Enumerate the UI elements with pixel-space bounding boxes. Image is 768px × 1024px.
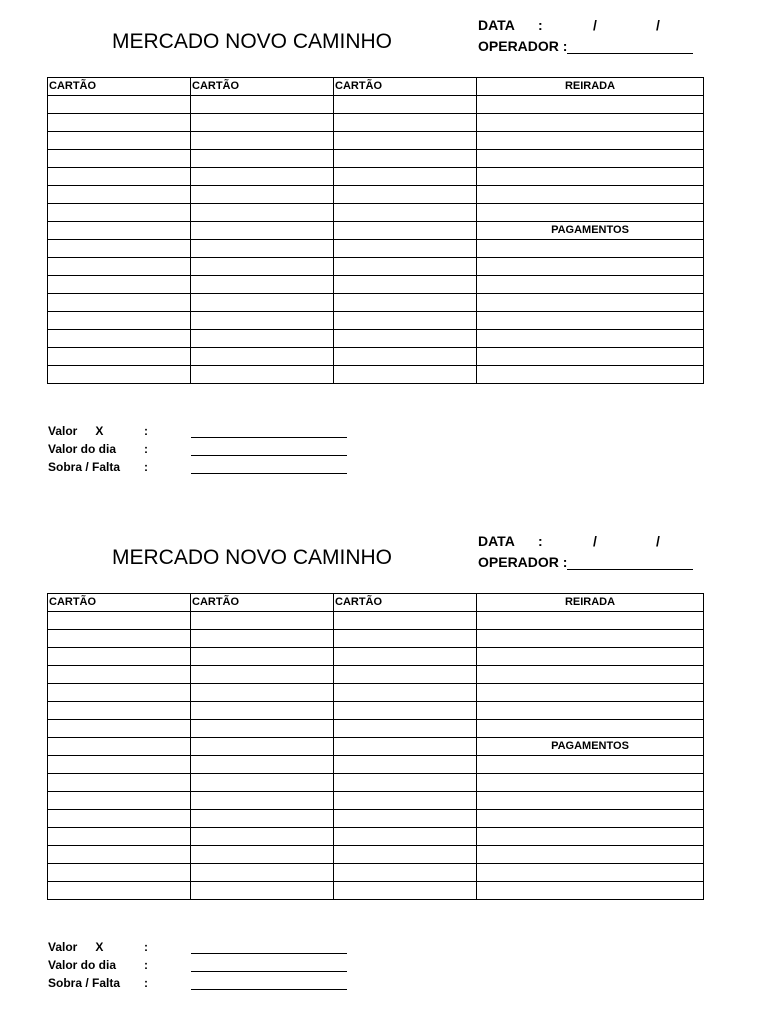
table-row bbox=[48, 294, 704, 312]
table-row bbox=[48, 150, 704, 168]
date-separator: / bbox=[593, 17, 597, 33]
card-entry-cell[interactable] bbox=[191, 738, 334, 756]
card-entry-cell[interactable] bbox=[48, 666, 191, 684]
card-entry-cell[interactable] bbox=[48, 720, 191, 738]
withdrawal-entry-cell[interactable] bbox=[477, 366, 704, 384]
table-row bbox=[48, 114, 704, 132]
table-row bbox=[48, 204, 704, 222]
summary-blank-line[interactable] bbox=[191, 971, 347, 972]
store-title: MERCADO NOVO CAMINHO bbox=[112, 30, 393, 53]
table-row bbox=[48, 720, 704, 738]
card-entry-cell[interactable] bbox=[191, 846, 334, 864]
withdrawal-entry-cell[interactable] bbox=[477, 186, 704, 204]
cash-register-form-2 bbox=[0, 516, 768, 1016]
card-entry-cell[interactable] bbox=[334, 222, 477, 240]
operator-label: OPERADOR : bbox=[478, 554, 568, 570]
summary-blank-line[interactable] bbox=[191, 455, 347, 456]
table-row bbox=[48, 348, 704, 366]
withdrawal-entry-cell[interactable] bbox=[477, 348, 704, 366]
column-header-withdrawal: REIRADA bbox=[477, 594, 704, 612]
card-entry-cell[interactable] bbox=[191, 882, 334, 900]
card-entry-cell[interactable] bbox=[191, 702, 334, 720]
card-entry-cell[interactable] bbox=[48, 648, 191, 666]
withdrawal-entry-cell[interactable] bbox=[477, 648, 704, 666]
card-entry-cell[interactable] bbox=[48, 258, 191, 276]
summary-label: Valor do dia bbox=[48, 958, 117, 972]
card-entry-cell[interactable] bbox=[334, 756, 477, 774]
card-entry-cell[interactable] bbox=[334, 348, 477, 366]
card-entry-cell[interactable] bbox=[48, 792, 191, 810]
card-entry-cell[interactable] bbox=[48, 186, 191, 204]
card-entry-cell[interactable] bbox=[48, 612, 191, 630]
card-entry-cell[interactable] bbox=[191, 150, 334, 168]
column-header-card: CARTÃO bbox=[191, 78, 334, 96]
summary-colon: : bbox=[144, 424, 148, 438]
summary-block bbox=[48, 424, 368, 478]
card-entry-cell[interactable] bbox=[191, 96, 334, 114]
card-entry-cell[interactable] bbox=[191, 810, 334, 828]
table-row bbox=[48, 186, 704, 204]
summary-row-valor-do-dia bbox=[48, 958, 368, 976]
summary-blank-line[interactable] bbox=[191, 473, 347, 474]
table-row bbox=[48, 132, 704, 150]
withdrawal-entry-cell[interactable] bbox=[477, 882, 704, 900]
card-entry-cell[interactable] bbox=[191, 774, 334, 792]
withdrawal-entry-cell[interactable] bbox=[477, 312, 704, 330]
card-entry-cell[interactable] bbox=[334, 96, 477, 114]
card-entry-cell[interactable] bbox=[191, 204, 334, 222]
card-entry-cell[interactable] bbox=[334, 882, 477, 900]
withdrawal-entry-cell[interactable] bbox=[477, 702, 704, 720]
card-entry-cell[interactable] bbox=[191, 630, 334, 648]
card-entry-cell[interactable] bbox=[48, 348, 191, 366]
card-entry-cell[interactable] bbox=[334, 702, 477, 720]
summary-blank-line[interactable] bbox=[191, 437, 347, 438]
card-entry-cell[interactable] bbox=[191, 258, 334, 276]
withdrawal-entry-cell[interactable] bbox=[477, 756, 704, 774]
table-row bbox=[48, 864, 704, 882]
card-entry-cell[interactable] bbox=[334, 774, 477, 792]
withdrawal-entry-cell[interactable] bbox=[477, 96, 704, 114]
date-label: DATA bbox=[478, 533, 515, 549]
entries-table bbox=[47, 77, 704, 384]
summary-label: Valor bbox=[48, 940, 78, 954]
table-row bbox=[48, 630, 704, 648]
card-entry-cell[interactable] bbox=[334, 864, 477, 882]
card-entry-cell[interactable] bbox=[334, 168, 477, 186]
summary-row-sobra-falta bbox=[48, 460, 368, 478]
card-entry-cell[interactable] bbox=[191, 720, 334, 738]
table-row bbox=[48, 312, 704, 330]
withdrawal-entry-cell[interactable] bbox=[477, 276, 704, 294]
card-entry-cell[interactable] bbox=[48, 330, 191, 348]
card-entry-cell[interactable] bbox=[48, 96, 191, 114]
column-header-card: CARTÃO bbox=[48, 78, 191, 96]
summary-label: Valor do dia bbox=[48, 442, 117, 456]
card-entry-cell[interactable] bbox=[48, 294, 191, 312]
column-header-card: CARTÃO bbox=[334, 78, 477, 96]
card-entry-cell[interactable] bbox=[48, 204, 191, 222]
table-row bbox=[48, 168, 704, 186]
card-entry-cell[interactable] bbox=[334, 648, 477, 666]
card-entry-cell[interactable] bbox=[334, 720, 477, 738]
summary-label: Sobra / Falta bbox=[48, 976, 121, 990]
withdrawal-entry-cell[interactable] bbox=[477, 792, 704, 810]
summary-x-mark: X bbox=[95, 940, 104, 954]
withdrawal-entry-cell[interactable] bbox=[477, 204, 704, 222]
withdrawal-entry-cell[interactable] bbox=[477, 810, 704, 828]
table-row bbox=[48, 684, 704, 702]
card-entry-cell[interactable] bbox=[191, 648, 334, 666]
date-separator: / bbox=[656, 17, 660, 33]
withdrawal-entry-cell[interactable] bbox=[477, 168, 704, 186]
card-entry-cell[interactable] bbox=[191, 366, 334, 384]
summary-colon: : bbox=[144, 976, 148, 990]
column-header-card: CARTÃO bbox=[48, 594, 191, 612]
table-row bbox=[48, 738, 704, 756]
card-entry-cell[interactable] bbox=[334, 240, 477, 258]
card-entry-cell[interactable] bbox=[48, 774, 191, 792]
summary-row-valor-do-dia bbox=[48, 442, 368, 460]
entries-table bbox=[47, 593, 704, 900]
table-row bbox=[48, 96, 704, 114]
card-entry-cell[interactable] bbox=[48, 828, 191, 846]
withdrawal-entry-cell[interactable] bbox=[477, 114, 704, 132]
table-row bbox=[48, 330, 704, 348]
summary-colon: : bbox=[144, 940, 148, 954]
card-entry-cell[interactable] bbox=[334, 846, 477, 864]
withdrawal-entry-cell[interactable] bbox=[477, 612, 704, 630]
card-entry-cell[interactable] bbox=[48, 366, 191, 384]
card-entry-cell[interactable] bbox=[48, 312, 191, 330]
withdrawal-entry-cell[interactable] bbox=[477, 132, 704, 150]
card-entry-cell[interactable] bbox=[191, 114, 334, 132]
withdrawal-entry-cell[interactable] bbox=[477, 294, 704, 312]
table-row bbox=[48, 810, 704, 828]
table-row bbox=[48, 882, 704, 900]
summary-x-mark: X bbox=[95, 424, 104, 438]
card-entry-cell[interactable] bbox=[334, 204, 477, 222]
card-entry-cell[interactable] bbox=[334, 366, 477, 384]
card-entry-cell[interactable] bbox=[334, 132, 477, 150]
card-entry-cell[interactable] bbox=[191, 294, 334, 312]
summary-row-valor-x bbox=[48, 424, 368, 442]
operator-label: OPERADOR : bbox=[478, 38, 568, 54]
card-entry-cell[interactable] bbox=[334, 738, 477, 756]
card-entry-cell[interactable] bbox=[191, 756, 334, 774]
withdrawal-entry-cell[interactable] bbox=[477, 258, 704, 276]
table-row bbox=[48, 648, 704, 666]
card-entry-cell[interactable] bbox=[48, 222, 191, 240]
card-entry-cell[interactable] bbox=[191, 240, 334, 258]
summary-blank-line[interactable] bbox=[191, 953, 347, 954]
summary-label: Valor bbox=[48, 424, 78, 438]
date-colon: : bbox=[538, 17, 543, 33]
card-entry-cell[interactable] bbox=[191, 612, 334, 630]
summary-colon: : bbox=[144, 460, 148, 474]
table-row bbox=[48, 702, 704, 720]
card-entry-cell[interactable] bbox=[191, 168, 334, 186]
card-entry-cell[interactable] bbox=[48, 132, 191, 150]
table-row bbox=[48, 792, 704, 810]
card-entry-cell[interactable] bbox=[48, 684, 191, 702]
table-row bbox=[48, 828, 704, 846]
withdrawal-entry-cell[interactable] bbox=[477, 150, 704, 168]
date-colon: : bbox=[538, 533, 543, 549]
card-entry-cell[interactable] bbox=[191, 222, 334, 240]
card-entry-cell[interactable] bbox=[334, 684, 477, 702]
card-entry-cell[interactable] bbox=[191, 348, 334, 366]
card-entry-cell[interactable] bbox=[48, 150, 191, 168]
column-header-card: CARTÃO bbox=[334, 594, 477, 612]
date-separator: / bbox=[656, 533, 660, 549]
card-entry-cell[interactable] bbox=[191, 186, 334, 204]
withdrawal-entry-cell[interactable] bbox=[477, 828, 704, 846]
column-header-card: CARTÃO bbox=[191, 594, 334, 612]
table-row bbox=[48, 366, 704, 384]
card-entry-cell[interactable] bbox=[191, 276, 334, 294]
table-row bbox=[48, 846, 704, 864]
date-separator: / bbox=[593, 533, 597, 549]
card-entry-cell[interactable] bbox=[191, 132, 334, 150]
card-entry-cell[interactable] bbox=[334, 312, 477, 330]
card-entry-cell[interactable] bbox=[334, 330, 477, 348]
table-header-row bbox=[48, 594, 704, 612]
card-entry-cell[interactable] bbox=[191, 684, 334, 702]
card-entry-cell[interactable] bbox=[191, 792, 334, 810]
date-label: DATA bbox=[478, 17, 515, 33]
card-entry-cell[interactable] bbox=[48, 810, 191, 828]
withdrawal-entry-cell[interactable] bbox=[477, 720, 704, 738]
card-entry-cell[interactable] bbox=[334, 828, 477, 846]
table-row bbox=[48, 222, 704, 240]
summary-block bbox=[48, 940, 368, 994]
withdrawal-entry-cell[interactable] bbox=[477, 774, 704, 792]
table-row bbox=[48, 774, 704, 792]
card-entry-cell[interactable] bbox=[334, 630, 477, 648]
table-row bbox=[48, 666, 704, 684]
card-entry-cell[interactable] bbox=[334, 114, 477, 132]
withdrawal-entry-cell[interactable] bbox=[477, 630, 704, 648]
summary-colon: : bbox=[144, 958, 148, 972]
summary-colon: : bbox=[144, 442, 148, 456]
card-entry-cell[interactable] bbox=[191, 330, 334, 348]
card-entry-cell[interactable] bbox=[48, 864, 191, 882]
card-entry-cell[interactable] bbox=[48, 882, 191, 900]
card-entry-cell[interactable] bbox=[334, 186, 477, 204]
card-entry-cell[interactable] bbox=[48, 276, 191, 294]
card-entry-cell[interactable] bbox=[191, 828, 334, 846]
table-row bbox=[48, 612, 704, 630]
card-entry-cell[interactable] bbox=[191, 864, 334, 882]
payments-label: PAGAMENTOS bbox=[477, 738, 704, 756]
cash-register-form-1 bbox=[0, 0, 768, 500]
card-entry-cell[interactable] bbox=[48, 240, 191, 258]
card-entry-cell[interactable] bbox=[334, 258, 477, 276]
card-entry-cell[interactable] bbox=[334, 612, 477, 630]
card-entry-cell[interactable] bbox=[191, 666, 334, 684]
card-entry-cell[interactable] bbox=[48, 756, 191, 774]
table-row bbox=[48, 756, 704, 774]
card-entry-cell[interactable] bbox=[334, 810, 477, 828]
card-entry-cell[interactable] bbox=[334, 294, 477, 312]
operator-blank-line[interactable] bbox=[567, 554, 693, 570]
card-entry-cell[interactable] bbox=[334, 276, 477, 294]
operator-line bbox=[478, 38, 693, 54]
withdrawal-entry-cell[interactable] bbox=[477, 846, 704, 864]
table-row bbox=[48, 276, 704, 294]
card-entry-cell[interactable] bbox=[191, 312, 334, 330]
operator-line bbox=[478, 554, 693, 570]
withdrawal-entry-cell[interactable] bbox=[477, 684, 704, 702]
card-entry-cell[interactable] bbox=[334, 666, 477, 684]
withdrawal-entry-cell[interactable] bbox=[477, 666, 704, 684]
summary-label: Sobra / Falta bbox=[48, 460, 121, 474]
summary-row-sobra-falta bbox=[48, 976, 368, 994]
summary-blank-line[interactable] bbox=[191, 989, 347, 990]
card-entry-cell[interactable] bbox=[48, 168, 191, 186]
card-entry-cell[interactable] bbox=[48, 702, 191, 720]
table-row bbox=[48, 258, 704, 276]
operator-blank-line[interactable] bbox=[567, 38, 693, 54]
card-entry-cell[interactable] bbox=[48, 738, 191, 756]
table-row bbox=[48, 240, 704, 258]
withdrawal-entry-cell[interactable] bbox=[477, 864, 704, 882]
withdrawal-entry-cell[interactable] bbox=[477, 240, 704, 258]
card-entry-cell[interactable] bbox=[48, 846, 191, 864]
payments-label: PAGAMENTOS bbox=[477, 222, 704, 240]
withdrawal-entry-cell[interactable] bbox=[477, 330, 704, 348]
table-header-row bbox=[48, 78, 704, 96]
column-header-withdrawal: REIRADA bbox=[477, 78, 704, 96]
store-title: MERCADO NOVO CAMINHO bbox=[112, 546, 393, 569]
summary-row-valor-x bbox=[48, 940, 368, 958]
card-entry-cell[interactable] bbox=[48, 114, 191, 132]
card-entry-cell[interactable] bbox=[334, 150, 477, 168]
card-entry-cell[interactable] bbox=[334, 792, 477, 810]
card-entry-cell[interactable] bbox=[48, 630, 191, 648]
